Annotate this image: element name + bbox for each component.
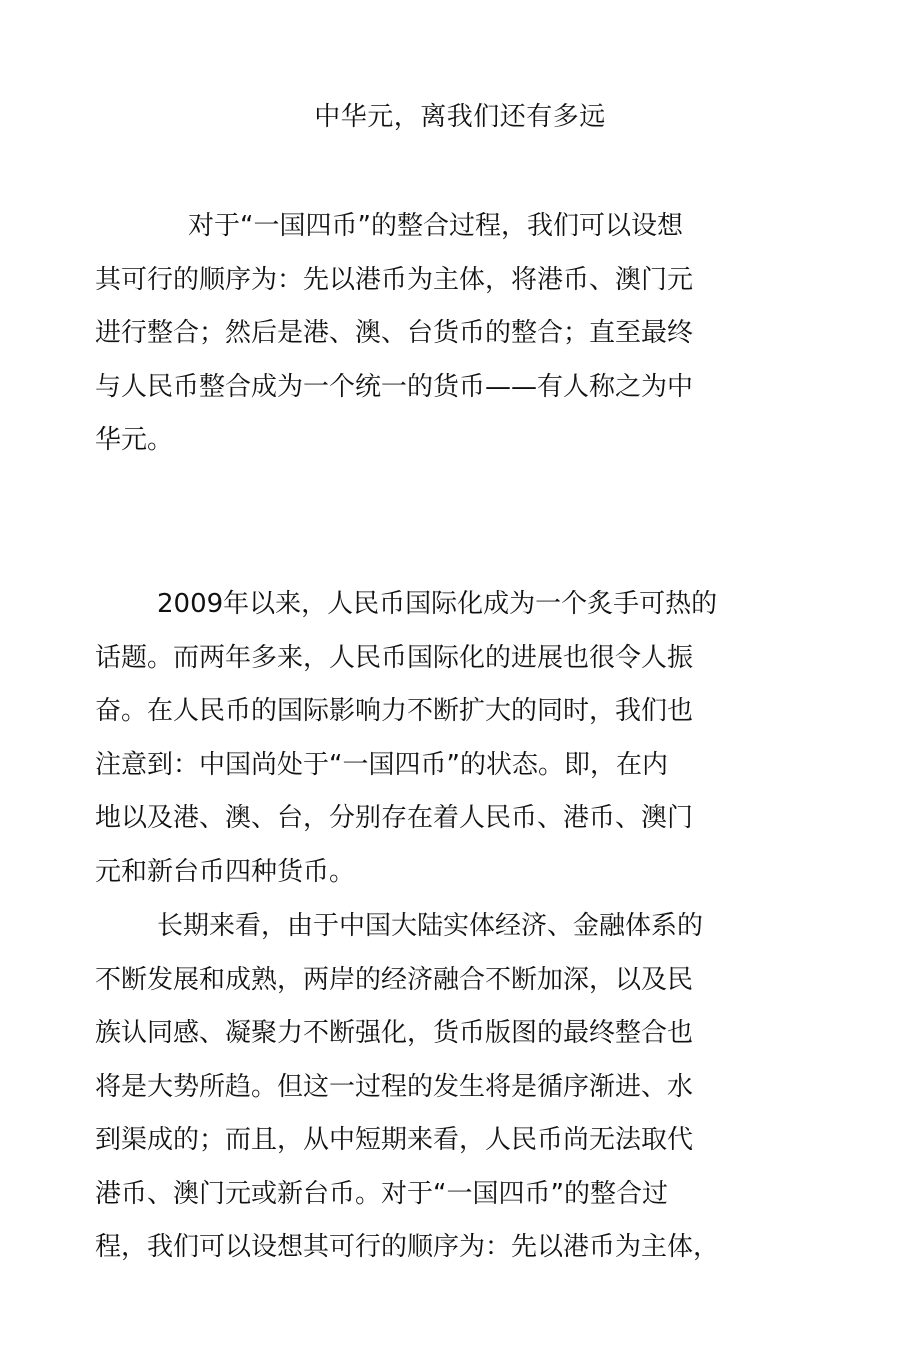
- paragraph-line: 元和新台币四种货币。: [95, 856, 356, 887]
- paragraph-line: 程，我们可以设想其可行的顺序为：先以港币为主体，: [95, 1232, 720, 1262]
- paragraph-intro: [95, 200, 785, 468]
- paragraph-line: 其可行的顺序为：先以港币为主体，将港币、澳门元: [95, 264, 694, 295]
- paragraph-line: 奋。在人民币的国际影响力不断扩大的同时，我们也: [95, 696, 694, 726]
- paragraph-line: 注意到：中国尚处于“一国四币”的状态。即，在内: [95, 749, 668, 780]
- paragraph-background: [95, 578, 785, 899]
- paragraph-line: 华元。: [95, 425, 174, 455]
- paragraph-line: 到渠成的；而且，从中短期来看，人民币尚无法取代: [95, 1125, 694, 1155]
- paragraph-line: 不断发展和成熟，两岸的经济融合不断加深，以及民: [95, 964, 694, 995]
- paragraph-line: 话题。而两年多来，人民币国际化的进展也很令人振: [95, 642, 694, 673]
- paragraph-line: 进行整合；然后是港、澳、台货币的整合；直至最终: [95, 318, 694, 348]
- paragraph-line: 对于“一国四币”的整合过程，我们可以设想: [188, 211, 683, 241]
- paragraph-line: 地以及港、澳、台，分别存在着人民币、港币、澳门: [95, 803, 694, 833]
- paragraph-line: 将是大势所趋。但这一过程的发生将是循序渐进、水: [95, 1071, 694, 1102]
- paragraph-analysis: [95, 900, 785, 1275]
- paragraph-line: 族认同感、凝聚力不断强化，货币版图的最终整合也: [95, 1018, 694, 1048]
- paragraph-line: 2009年以来，人民币国际化成为一个炙手可热的: [157, 589, 718, 619]
- paragraph-line: 与人民币整合成为一个统一的货币——有人称之为中: [95, 371, 694, 402]
- paragraph-line: 长期来看，由于中国大陆实体经济、金融体系的: [157, 911, 704, 941]
- document-title: 中华元，离我们还有多远: [314, 102, 606, 132]
- paragraph-line: 港币、澳门元或新台币。对于“一国四币”的整合过: [95, 1178, 668, 1209]
